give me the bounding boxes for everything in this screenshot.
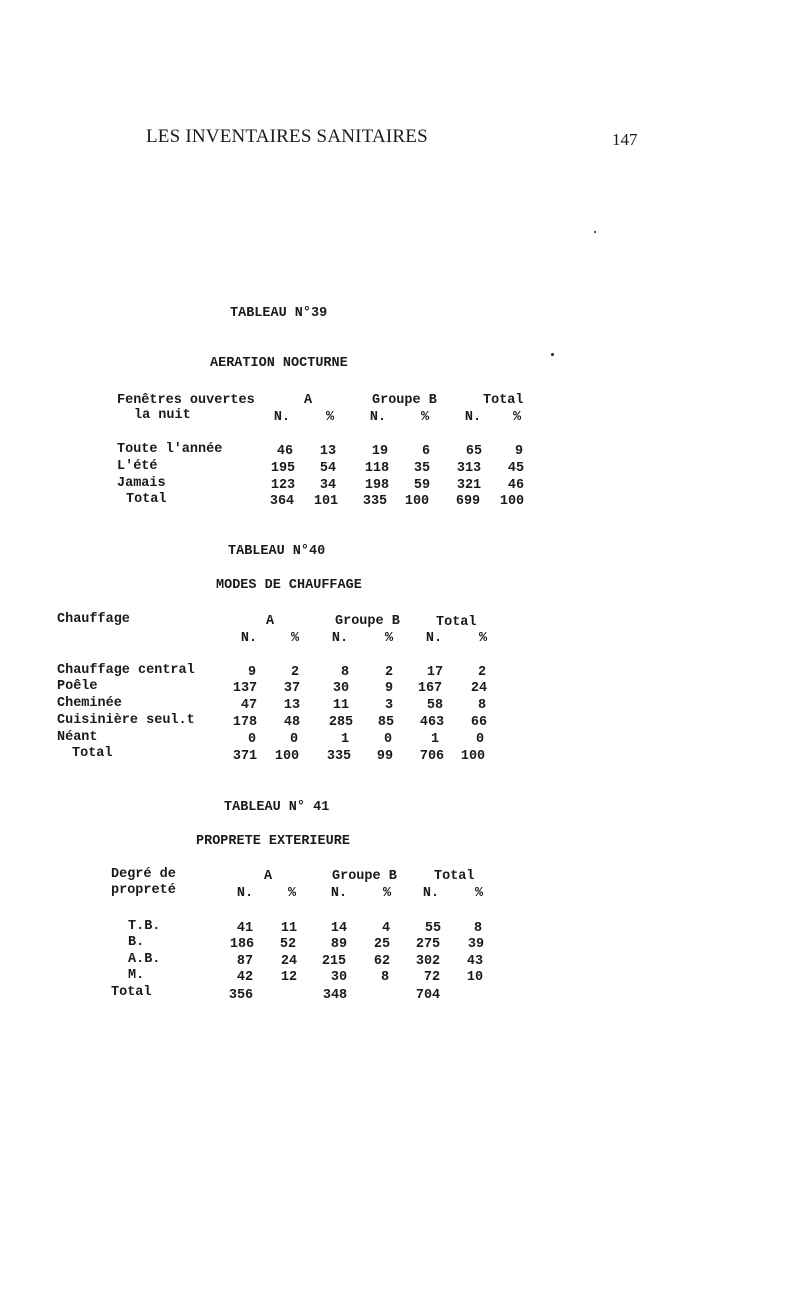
table-39-subheader: % [420, 410, 430, 425]
table-41-cell: 10 [466, 970, 484, 985]
print-speck [594, 231, 596, 233]
table-40-cell: 3 [384, 698, 394, 713]
table-41-title: PROPRETE EXTERIEURE [196, 834, 350, 849]
table-40-label: TABLEAU N°40 [228, 544, 326, 559]
table-39-subheader: N. [273, 410, 291, 425]
table-40-cell: 99 [376, 749, 394, 764]
table-40-cell: 706 [419, 749, 445, 764]
table-40-cell: 100 [274, 749, 300, 764]
table-41-cell: 4 [381, 921, 391, 936]
table-39-subheader: N. [464, 410, 482, 425]
table-40-cell: 100 [460, 749, 486, 764]
table-40-subheader: N. [331, 631, 349, 646]
table-41-cell: 704 [415, 988, 441, 1003]
table-39-cell: 9 [514, 444, 524, 459]
table-39-cell: 100 [404, 494, 430, 509]
table-40-cell: 1 [430, 732, 440, 747]
table-40-group-total: Total [436, 615, 477, 630]
table-39-cell: 335 [362, 494, 388, 509]
table-39-row-label: Toute l'année [117, 442, 223, 457]
table-41-subheader: % [382, 886, 392, 901]
table-39-subheader: N. [369, 410, 387, 425]
table-39-group-a: A [303, 393, 313, 408]
table-41-cell: 89 [330, 937, 348, 952]
table-40-row-label: Poêle [57, 679, 98, 694]
table-41-group-b: Groupe B [332, 869, 397, 884]
table-39-cell: 54 [319, 461, 337, 476]
table-41-cell: 348 [322, 988, 348, 1003]
table-40-group-a: A [265, 614, 275, 629]
table-40-cell: 8 [340, 665, 350, 680]
table-39-cell: 6 [421, 444, 431, 459]
table-39-row-label: Total [126, 492, 167, 507]
table-41-cell: 72 [423, 970, 441, 985]
table-40-cell: 463 [419, 715, 445, 730]
table-40-cell: 0 [247, 732, 257, 747]
table-40-cell: 85 [377, 715, 395, 730]
table-40-row-label: Total [72, 746, 113, 761]
table-39-cell: 198 [364, 478, 390, 493]
table-41-cell: 42 [236, 970, 254, 985]
table-41-cell: 24 [280, 954, 298, 969]
table-39-cell: 101 [313, 494, 339, 509]
table-40-cell: 285 [328, 715, 354, 730]
table-39-cell: 19 [371, 444, 389, 459]
table-40-row-label: Cheminée [57, 696, 122, 711]
table-40-cell: 0 [475, 732, 485, 747]
table-40-cell: 9 [247, 665, 257, 680]
table-40-cell: 137 [232, 681, 258, 696]
table-40-subheader: N. [425, 631, 443, 646]
table-40-cell: 58 [426, 698, 444, 713]
table-41-cell: 11 [280, 921, 298, 936]
table-41-cell: 43 [466, 954, 484, 969]
table-40-cell: 9 [384, 681, 394, 696]
table-39-cell: 34 [319, 478, 337, 493]
table-40-cell: 24 [470, 681, 488, 696]
table-40-cell: 0 [289, 732, 299, 747]
table-39-cell: 35 [413, 461, 431, 476]
table-41-cell: 52 [279, 937, 297, 952]
table-40-cell: 2 [290, 665, 300, 680]
table-39-row-label: L'été [117, 459, 158, 474]
table-40-cell: 1 [340, 732, 350, 747]
table-41-row-label: M. [128, 968, 145, 983]
table-40-group-b: Groupe B [335, 614, 400, 629]
table-41-subheader: N. [330, 886, 348, 901]
table-39-cell: 364 [269, 494, 295, 509]
table-40-cell: 335 [326, 749, 352, 764]
table-40-subheader: % [290, 631, 300, 646]
table-41-cell: 39 [467, 937, 485, 952]
table-39-cell: 46 [507, 478, 525, 493]
table-41-row-header-1: Degré de [111, 867, 176, 882]
table-40-row-label: Cuisinière seul.t [57, 713, 195, 728]
table-39-title: AERATION NOCTURNE [210, 356, 348, 371]
table-41-cell: 215 [321, 954, 347, 969]
table-40-row-header: Chauffage [57, 612, 130, 627]
table-40-cell: 8 [477, 698, 487, 713]
table-39-cell: 321 [456, 478, 482, 493]
table-41-cell: 30 [330, 970, 348, 985]
table-40-cell: 371 [232, 749, 258, 764]
table-41-row-label: A.B. [128, 952, 161, 967]
table-40-cell: 2 [384, 665, 394, 680]
print-speck [551, 353, 554, 356]
table-41-subheader: N. [236, 886, 254, 901]
table-39-cell: 100 [499, 494, 525, 509]
table-39-cell: 313 [456, 461, 482, 476]
table-41-cell: 186 [229, 937, 255, 952]
table-41-row-header-2: propreté [111, 883, 176, 898]
table-40-title: MODES DE CHAUFFAGE [216, 578, 362, 593]
table-41-cell: 55 [424, 921, 442, 936]
table-39-subheader: % [512, 410, 522, 425]
table-40-cell: 37 [283, 681, 301, 696]
table-39-cell: 46 [276, 444, 294, 459]
table-41-row-label: B. [128, 935, 145, 950]
table-40-cell: 30 [332, 681, 350, 696]
table-41-group-total: Total [434, 869, 475, 884]
table-39-cell: 195 [270, 461, 296, 476]
table-41-cell: 25 [373, 937, 391, 952]
table-41-subheader: % [474, 886, 484, 901]
table-39-group-b: Groupe B [372, 393, 437, 408]
table-40-cell: 48 [283, 715, 301, 730]
table-39-row-header-1: Fenêtres ouvertes [117, 393, 255, 408]
table-39-cell: 123 [270, 478, 296, 493]
table-39-group-total: Total [483, 393, 524, 408]
table-41-cell: 8 [380, 970, 390, 985]
table-39-subheader: % [325, 410, 335, 425]
table-40-subheader: N. [240, 631, 258, 646]
table-40-subheader: % [478, 631, 488, 646]
table-41-cell: 62 [373, 954, 391, 969]
table-41-cell: 356 [228, 988, 254, 1003]
table-40-cell: 47 [240, 698, 258, 713]
table-41-cell: 275 [415, 937, 441, 952]
table-40-cell: 17 [426, 665, 444, 680]
table-41-row-label: T.B. [128, 919, 161, 934]
page-header-title: LES INVENTAIRES SANITAIRES [146, 126, 428, 147]
table-39-cell: 118 [364, 461, 390, 476]
table-39-cell: 65 [465, 444, 483, 459]
table-40-cell: 11 [332, 698, 350, 713]
table-40-row-label: Néant [57, 730, 98, 745]
table-41-cell: 302 [415, 954, 441, 969]
table-39-row-label: Jamais [117, 476, 166, 491]
table-40-cell: 2 [477, 665, 487, 680]
table-39-label: TABLEAU N°39 [230, 306, 328, 321]
table-39-cell: 699 [455, 494, 481, 509]
table-40-cell: 66 [470, 715, 488, 730]
page-number: 147 [612, 130, 638, 149]
table-39-cell: 59 [413, 478, 431, 493]
table-41-cell: 14 [330, 921, 348, 936]
table-40-cell: 0 [383, 732, 393, 747]
table-41-label: TABLEAU N° 41 [224, 800, 330, 815]
table-40-cell: 178 [232, 715, 258, 730]
table-40-cell: 13 [283, 698, 301, 713]
table-39-row-header-2: la nuit [134, 408, 191, 423]
table-41-cell: 87 [236, 954, 254, 969]
table-41-row-label: Total [111, 985, 152, 1000]
table-41-subheader: % [287, 886, 297, 901]
table-39-cell: 45 [507, 461, 525, 476]
table-41-cell: 8 [473, 921, 483, 936]
table-41-cell: 12 [280, 970, 298, 985]
table-41-subheader: N. [422, 886, 440, 901]
table-40-cell: 167 [417, 681, 443, 696]
table-40-row-label: Chauffage central [57, 663, 195, 678]
table-41-cell: 41 [236, 921, 254, 936]
table-39-cell: 13 [319, 444, 337, 459]
table-41-group-a: A [263, 869, 273, 884]
table-40-subheader: % [384, 631, 394, 646]
